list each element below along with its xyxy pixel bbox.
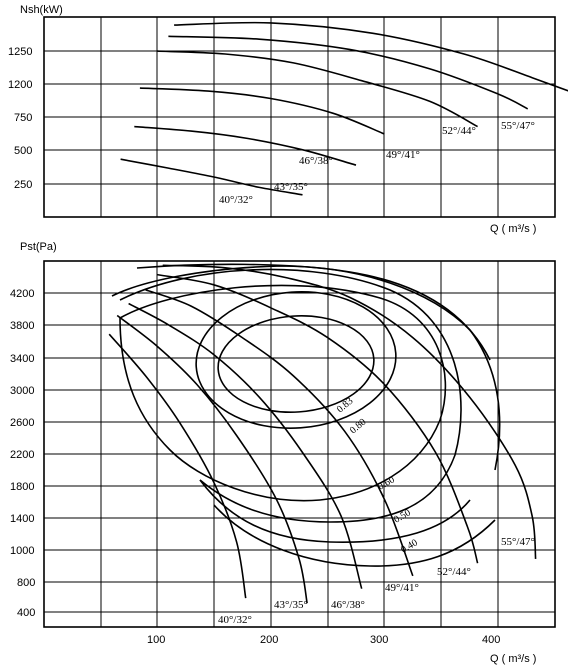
y-tick: 3000 <box>10 385 35 397</box>
efficiency-label: 0.80 <box>347 416 369 437</box>
pressure-x-ticks <box>147 634 500 646</box>
power-chart <box>8 4 568 235</box>
y-tick: 3400 <box>10 353 35 365</box>
curve-label: 43°/35° <box>274 181 308 193</box>
y-tick: 1400 <box>10 513 35 525</box>
pressure-axis-title: Pst(Pa) <box>20 241 57 253</box>
curve-label: 49°/41° <box>385 582 419 594</box>
pressure-x-axis-title: Q ( m³/s ) <box>490 653 537 665</box>
efficiency-contour <box>200 480 470 542</box>
efficiency-contour <box>120 269 461 522</box>
curve-label: 55°/47° <box>501 120 535 132</box>
y-tick: 800 <box>17 577 36 589</box>
pressure-curves <box>109 265 535 603</box>
efficiency-label: 0.60 <box>376 474 397 493</box>
y-tick: 1200 <box>8 79 33 91</box>
x-tick: 100 <box>147 634 166 646</box>
curve-label: 49°/41° <box>386 149 420 161</box>
y-tick: 1800 <box>10 481 35 493</box>
power-curve <box>168 36 527 109</box>
x-tick: 300 <box>370 634 389 646</box>
y-tick: 1250 <box>8 46 33 58</box>
curve-label: 52°/44° <box>437 566 471 578</box>
efficiency-labels <box>335 396 420 556</box>
efficiency-contours <box>112 264 500 566</box>
pressure-curve <box>117 316 307 604</box>
curve-label: 52°/44° <box>442 125 476 137</box>
y-tick: 750 <box>14 112 33 124</box>
power-curves <box>121 23 568 195</box>
power-curve <box>140 88 385 134</box>
y-tick: 400 <box>17 607 36 619</box>
power-curve-labels <box>219 120 535 206</box>
curve-label: 40°/32° <box>219 194 253 206</box>
efficiency-label: 0.50 <box>392 507 413 526</box>
y-tick: 2600 <box>10 417 35 429</box>
power-curve <box>174 23 568 93</box>
y-tick: 500 <box>14 145 33 157</box>
curve-label: 55°/47° <box>501 536 535 548</box>
y-tick: 1000 <box>10 545 35 557</box>
y-tick: 2200 <box>10 449 35 461</box>
efficiency-label: 0.83 <box>334 395 356 416</box>
pressure-curve <box>129 304 362 589</box>
curve-label: 46°/38° <box>331 599 365 611</box>
y-tick: 250 <box>14 179 33 191</box>
pressure-curve <box>109 334 246 598</box>
y-tick: 3800 <box>10 320 35 332</box>
power-curve <box>157 51 478 127</box>
y-tick: 4200 <box>10 288 35 300</box>
power-x-axis-title: Q ( m³/s ) <box>490 223 537 235</box>
x-tick: 200 <box>260 634 279 646</box>
power-y-ticks <box>8 46 32 191</box>
efficiency-contour <box>112 266 500 470</box>
efficiency-label: 0.40 <box>399 537 420 556</box>
x-tick: 400 <box>482 634 501 646</box>
power-axis-title: Nsh(kW) <box>20 4 63 16</box>
curve-label: 40°/32° <box>218 614 252 626</box>
pressure-chart <box>10 241 555 665</box>
curve-label: 46°/38° <box>299 155 333 167</box>
pressure-y-ticks <box>10 288 35 619</box>
curve-label: 43°/35° <box>274 599 308 611</box>
